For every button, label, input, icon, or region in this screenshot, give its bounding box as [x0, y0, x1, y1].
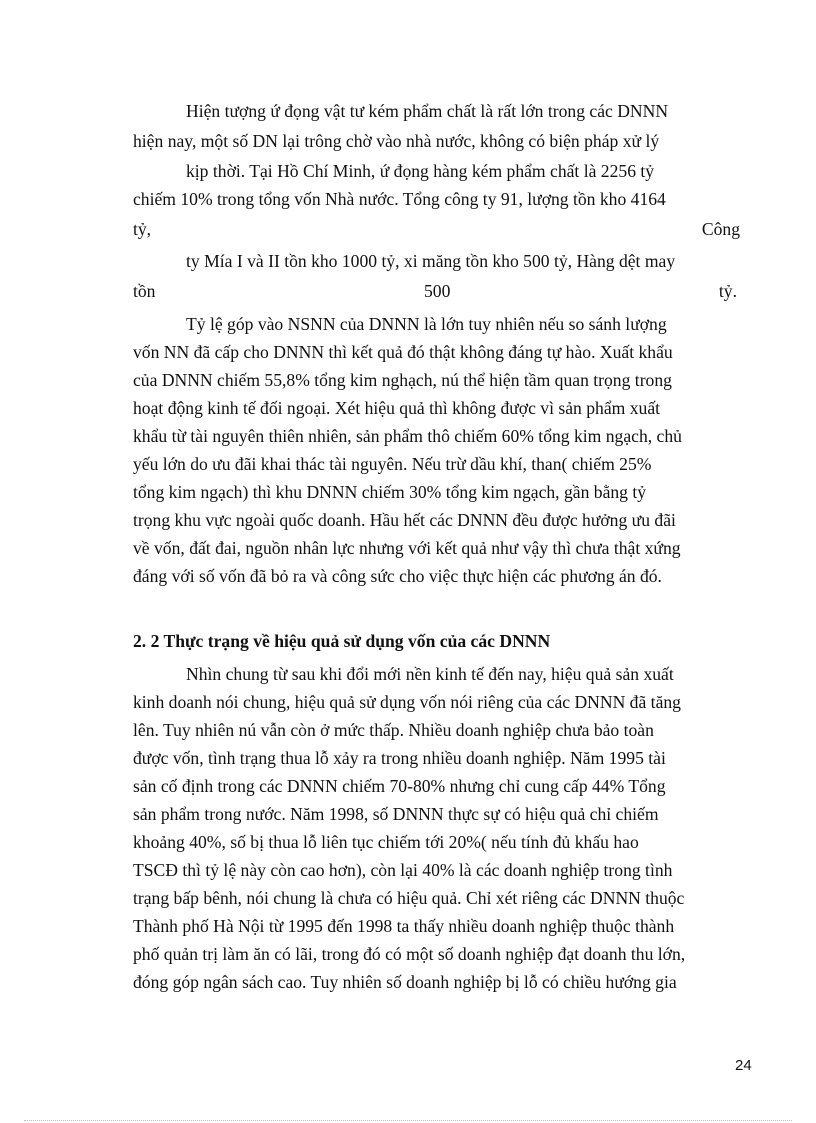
- paragraph-line: phố quản trị làm ăn có lãi, trong đó có một số doanh nghiệp đạt doanh thu lớn,: [133, 944, 686, 964]
- paragraph-line: khẩu từ tài nguyên thiên nhiên, sản phẩm thô chiếm 60% tổng kim ngạch, chủ: [133, 426, 682, 446]
- paragraph-line: [133, 218, 740, 240]
- paragraph-line: kinh doanh nói chung, hiệu quả sử dụng vốn nói riêng của các DNNN đã tăng: [133, 692, 681, 712]
- paragraph-line: yếu lớn do ưu đãi khai thác tài nguyên. Nếu trừ dầu khí, than( chiếm 25%: [133, 454, 652, 474]
- line-word: Công: [701, 219, 740, 239]
- paragraph-line: lên. Tuy nhiên nú vẫn còn ở mức thấp. Nhiều doanh nghiệp chưa bảo toàn: [133, 720, 654, 740]
- paragraph-line: kịp thời. Tại Hồ Chí Minh, ứ đọng hàng kém phẩm chất là 2256 tỷ: [186, 161, 655, 181]
- paragraph-line: khoảng 40%, số bị thua lỗ liên tục chiếm tới 20%( nếu tính đủ khấu hao: [133, 832, 639, 852]
- page-bottom-divider: [24, 1120, 792, 1121]
- line-word: tồn: [133, 281, 156, 301]
- paragraph-line: ty Mía I và II tồn kho 1000 tỷ, xi măng tồn kho 500 tỷ, Hàng dệt may: [186, 251, 676, 271]
- paragraph-line: sản phẩm trong nước. Năm 1998, số DNNN thực sự có hiệu quả chỉ chiếm: [133, 804, 659, 824]
- paragraph-line: đóng góp ngân sách cao. Tuy nhiên số doanh nghiệp bị lỗ có chiều hướng gia: [133, 972, 677, 992]
- paragraph-line: hiện nay, một số DN lại trông chờ vào nhà nước, không có biện pháp xử lý: [133, 131, 660, 151]
- paragraph-line: về vốn, đất đai, nguồn nhân lực nhưng với kết quả như vậy thì chưa thật xứng: [133, 538, 681, 558]
- page-number: 24: [735, 1057, 752, 1074]
- line-word: 500: [424, 281, 451, 301]
- paragraph-line: sản cố định trong các DNNN chiếm 70-80% nhưng chỉ cung cấp 44% Tổng: [133, 776, 666, 796]
- paragraph-line: [133, 280, 737, 302]
- paragraph-line: của DNNN chiếm 55,8% tổng kim nghạch, nú thể hiện tầm quan trọng trong: [133, 370, 672, 390]
- paragraph-line: được vốn, tình trạng thua lỗ xảy ra trong nhiều doanh nghiệp. Năm 1995 tài: [133, 748, 666, 768]
- paragraph-line: hoạt động kinh tế đối ngoại. Xét hiệu quả thì không được vì sản phẩm xuất: [133, 398, 661, 418]
- section-heading: 2. 2 Thực trạng về hiệu quả sử dụng vốn của các DNNN: [133, 631, 551, 651]
- line-word: tỷ,: [133, 219, 152, 239]
- line-word: tỷ.: [718, 281, 737, 301]
- paragraph-line: chiếm 10% trong tổng vốn Nhà nước. Tổng công ty 91, lượng tồn kho 4164: [133, 189, 666, 209]
- paragraph-line: Hiện tượng ứ đọng vật tư kém phẩm chất là rất lớn trong các DNNN: [186, 101, 669, 121]
- paragraph-line: Nhìn chung từ sau khi đổi mới nền kinh tế đến nay, hiệu quả sản xuất: [186, 664, 674, 684]
- paragraph-line: tổng kim ngạch) thì khu DNNN chiếm 30% tổng kim ngạch, gần bằng tỷ: [133, 482, 647, 502]
- paragraph-line: trạng bấp bênh, nói chung là chưa có hiệu quả. Chỉ xét riêng các DNNN thuộc: [133, 888, 685, 908]
- paragraph-line: Tỷ lệ góp vào NSNN của DNNN là lớn tuy nhiên nếu so sánh lượng: [186, 314, 667, 334]
- paragraph-line: TSCĐ thì tỷ lệ này còn cao hơn), còn lại 40% là các doanh nghiệp trong tình: [133, 860, 673, 880]
- paragraph-line: Thành phố Hà Nội từ 1995 đến 1998 ta thấy nhiều doanh nghiệp thuộc thành: [133, 916, 675, 936]
- paragraph-line: vốn NN đã cấp cho DNNN thì kết quả đó thật không đáng tự hào. Xuất khẩu: [133, 342, 673, 362]
- paragraph-line: trọng khu vực ngoài quốc doanh. Hầu hết các DNNN đều được hưởng ưu đãi: [133, 510, 676, 530]
- paragraph-line: đáng với số vốn đã bỏ ra và công sức cho việc thực hiện các phương án đó.: [133, 566, 662, 586]
